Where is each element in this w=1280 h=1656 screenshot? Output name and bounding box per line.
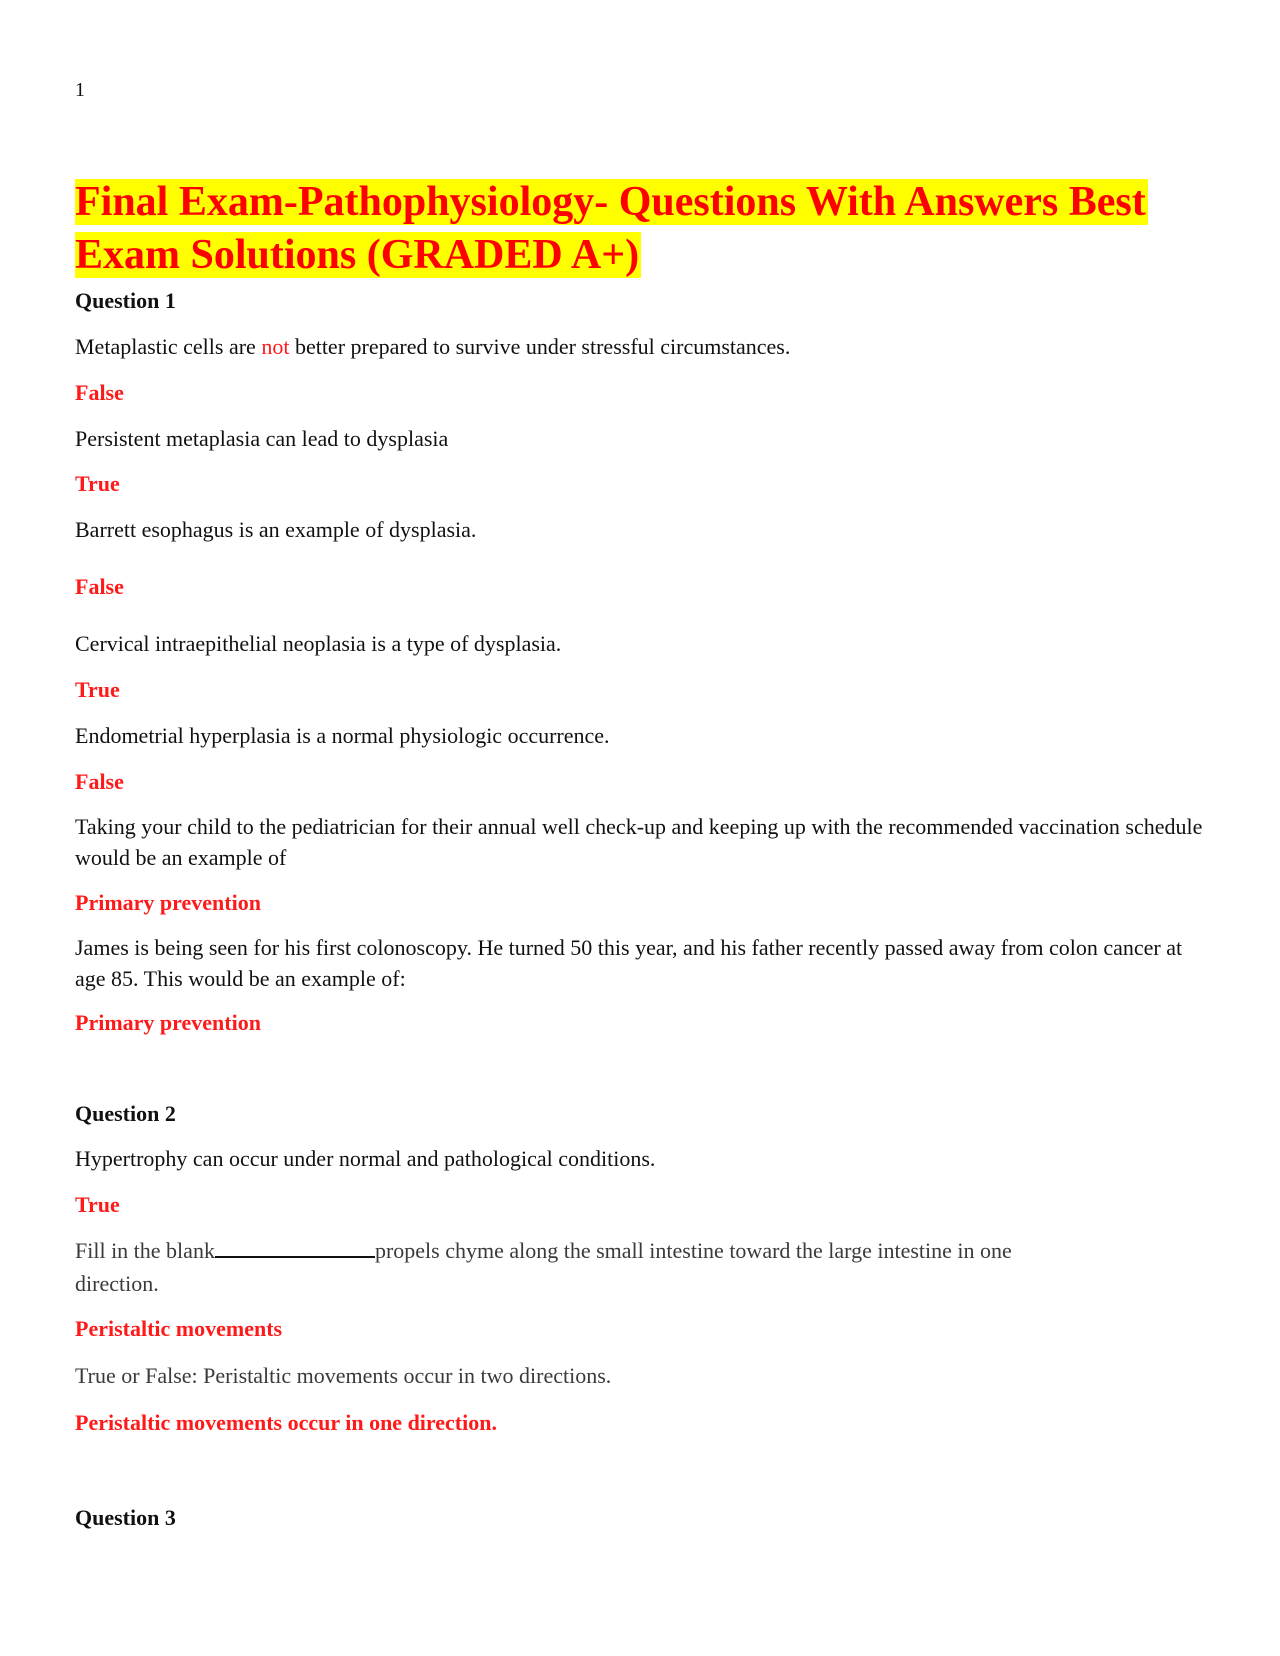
q1-item-3-question: Barrett esophagus is an example of dysplasia. xyxy=(75,517,477,542)
q1-item-7-question: James is being seen for his first colonoscopy. He turned 50 this year, and his father recently passed away from colon cancer at age 85. This would be an example of: xyxy=(75,935,1183,991)
title-highlight: Final Exam-Pathophysiology- Questions With Answers Best Exam Solutions (GRADED A+) xyxy=(75,179,1146,278)
question-2-heading: Question 2 xyxy=(75,1101,176,1126)
q2-item-1-question: Hypertrophy can occur under normal and pathological conditions. xyxy=(75,1146,656,1171)
q1-item-1-answer: False xyxy=(75,380,124,405)
q2-item-1-answer: True xyxy=(75,1192,120,1217)
q2-item-3-question: True or False: Peristaltic movements occur in two directions. xyxy=(75,1363,612,1388)
question-1-heading: Question 1 xyxy=(75,288,176,313)
q1-item-5-answer: False xyxy=(75,769,124,794)
q2-item-2-question: Fill in the blank propels chyme along the small intestine toward the large intestine in one direction. xyxy=(75,1238,1012,1296)
q1-item-1-question: Metaplastic cells are not better prepared to survive under stressful circumstances. xyxy=(75,334,791,359)
q1-item-7-answer: Primary prevention xyxy=(75,1010,261,1035)
q2-item-3-answer: Peristaltic movements occur in one direction. xyxy=(75,1410,497,1435)
q1-item-2-answer: True xyxy=(75,471,120,496)
not-emphasis: not xyxy=(261,334,290,359)
q1-item-4-answer: True xyxy=(75,677,120,702)
q2-item-2-answer: Peristaltic movements xyxy=(75,1316,283,1341)
q1-item-2-question: Persistent metaplasia can lead to dysplasia xyxy=(75,426,449,451)
q1-item-5-question: Endometrial hyperplasia is a normal physiologic occurrence. xyxy=(75,723,610,748)
q1-item-4-question: Cervical intraepithelial neoplasia is a type of dysplasia. xyxy=(75,631,562,656)
question-3-heading: Question 3 xyxy=(75,1505,176,1530)
q1-item-3-answer: False xyxy=(75,574,124,599)
document-title xyxy=(75,176,1195,282)
q1-item-6-question: Taking your child to the pediatrician for their annual well check-up and keeping up with the recommended vaccination schedule would be an example of xyxy=(75,814,1203,870)
q1-item-6-answer: Primary prevention xyxy=(75,890,261,915)
fill-in-blank-line xyxy=(215,1238,375,1258)
page-number: 1 xyxy=(75,79,85,101)
